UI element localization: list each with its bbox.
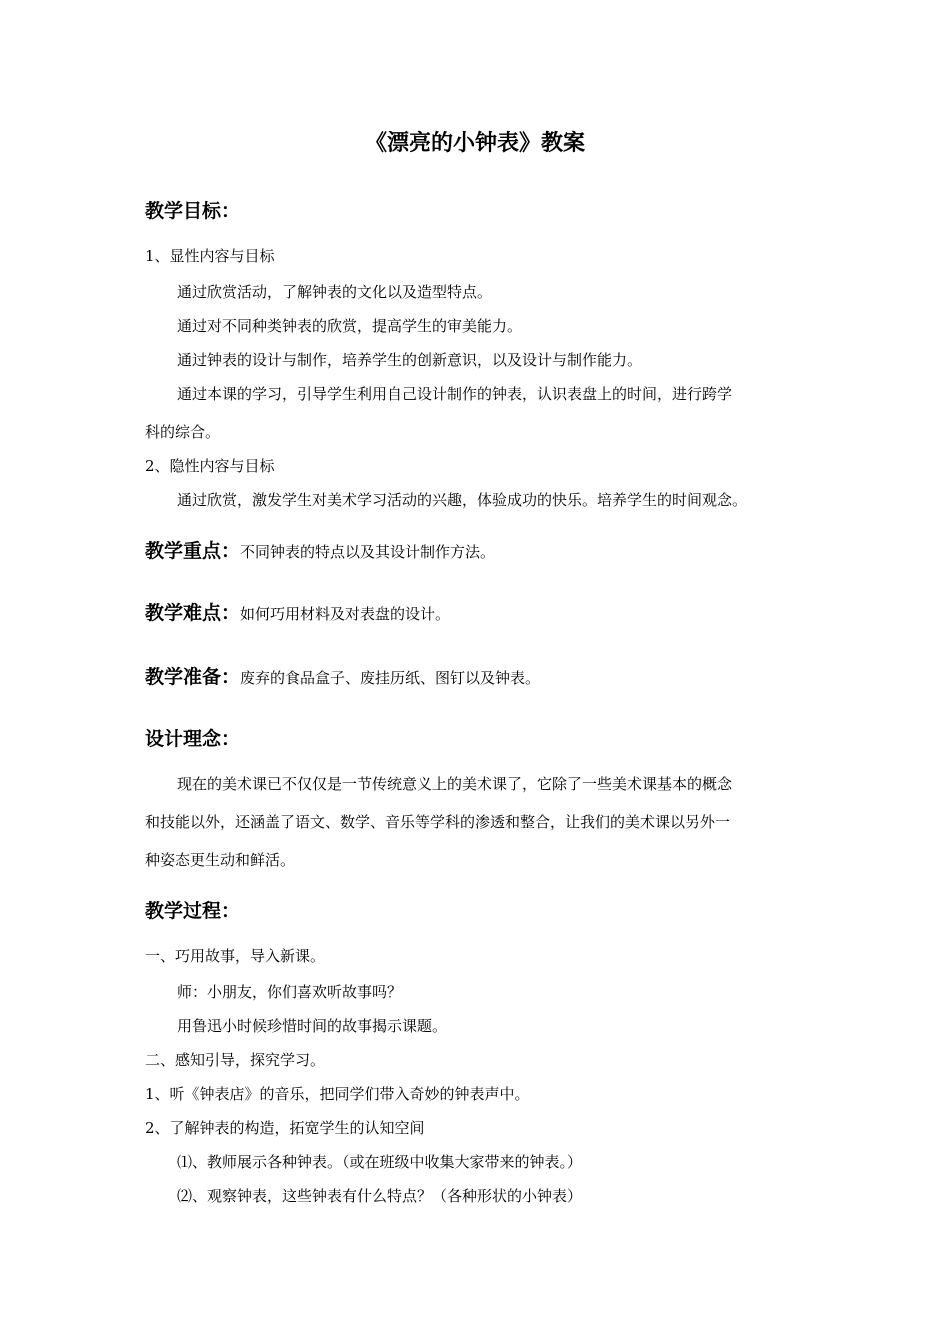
process-line-7: ⑴、教师展示各种钟表。（或在班级中收集大家带来的钟表。） [177, 1153, 583, 1171]
process-line-5: 1、听《钟表店》的音乐，把同学们带入奇妙的钟表声中。 [145, 1085, 530, 1103]
process-line-1: 一、巧用故事，导入新课。 [145, 947, 326, 965]
process-line-4: 二、感知引导，探究学习。 [145, 1051, 326, 1069]
concept-heading: 设计理念： [145, 728, 241, 750]
objectives-heading: 教学目标： [145, 200, 241, 222]
key-points-heading [145, 536, 495, 563]
difficulties-text: 如何巧用材料及对表盘的设计。 [240, 605, 451, 623]
process-line-2: 师：小朋友，你们喜欢听故事吗？ [177, 983, 403, 1001]
concept-line-3: 种姿态更生动和鲜活。 [145, 851, 296, 869]
objectives-line-4: 通过本课的学习，引导学生利用自己设计制作的钟表，认识表盘上的时间，进行跨学 [177, 385, 733, 403]
preparation-text: 废弃的食品盒子、废挂历纸、图钉以及钟表。 [240, 669, 541, 687]
key-points-label: 教学重点： [145, 540, 241, 562]
difficulties-label: 教学难点： [145, 602, 241, 624]
objectives-line-2: 通过对不同种类钟表的欣赏，提高学生的审美能力。 [177, 317, 523, 335]
objectives-line-5: 科的综合。 [145, 423, 221, 441]
process-line-8: ⑵、观察钟表，这些钟表有什么特点？（各种形状的小钟表） [177, 1187, 583, 1205]
objectives-item-2: 2、隐性内容与目标 [145, 457, 275, 475]
objectives-line-1: 通过欣赏活动，了解钟表的文化以及造型特点。 [177, 283, 493, 301]
objectives-item-1: 1、显性内容与目标 [145, 247, 275, 265]
difficulties-heading [145, 598, 450, 625]
document-title: 《漂亮的小钟表》教案 [364, 131, 585, 156]
key-points-text: 不同钟表的特点以及其设计制作方法。 [240, 543, 496, 561]
preparation-heading [145, 662, 540, 689]
process-heading: 教学过程： [145, 900, 241, 922]
concept-line-1: 现在的美术课已不仅仅是一节传统意义上的美术课了，它除了一些美术课基本的概念 [177, 775, 733, 793]
process-line-6: 2、了解钟表的构造，拓宽学生的认知空间 [145, 1119, 425, 1137]
objectives-item-2-line: 通过欣赏，激发学生对美术学习活动的兴趣，体验成功的快乐。培养学生的时间观念。 [177, 491, 748, 509]
concept-line-2: 和技能以外，还涵盖了语文、数学、音乐等学科的渗透和整合，让我们的美术课以另外一 [145, 813, 731, 831]
process-line-3: 用鲁迅小时候珍惜时间的故事揭示课题。 [177, 1017, 448, 1035]
objectives-line-3: 通过钟表的设计与制作，培养学生的创新意识，以及设计与制作能力。 [177, 351, 643, 369]
preparation-label: 教学准备： [145, 666, 241, 688]
